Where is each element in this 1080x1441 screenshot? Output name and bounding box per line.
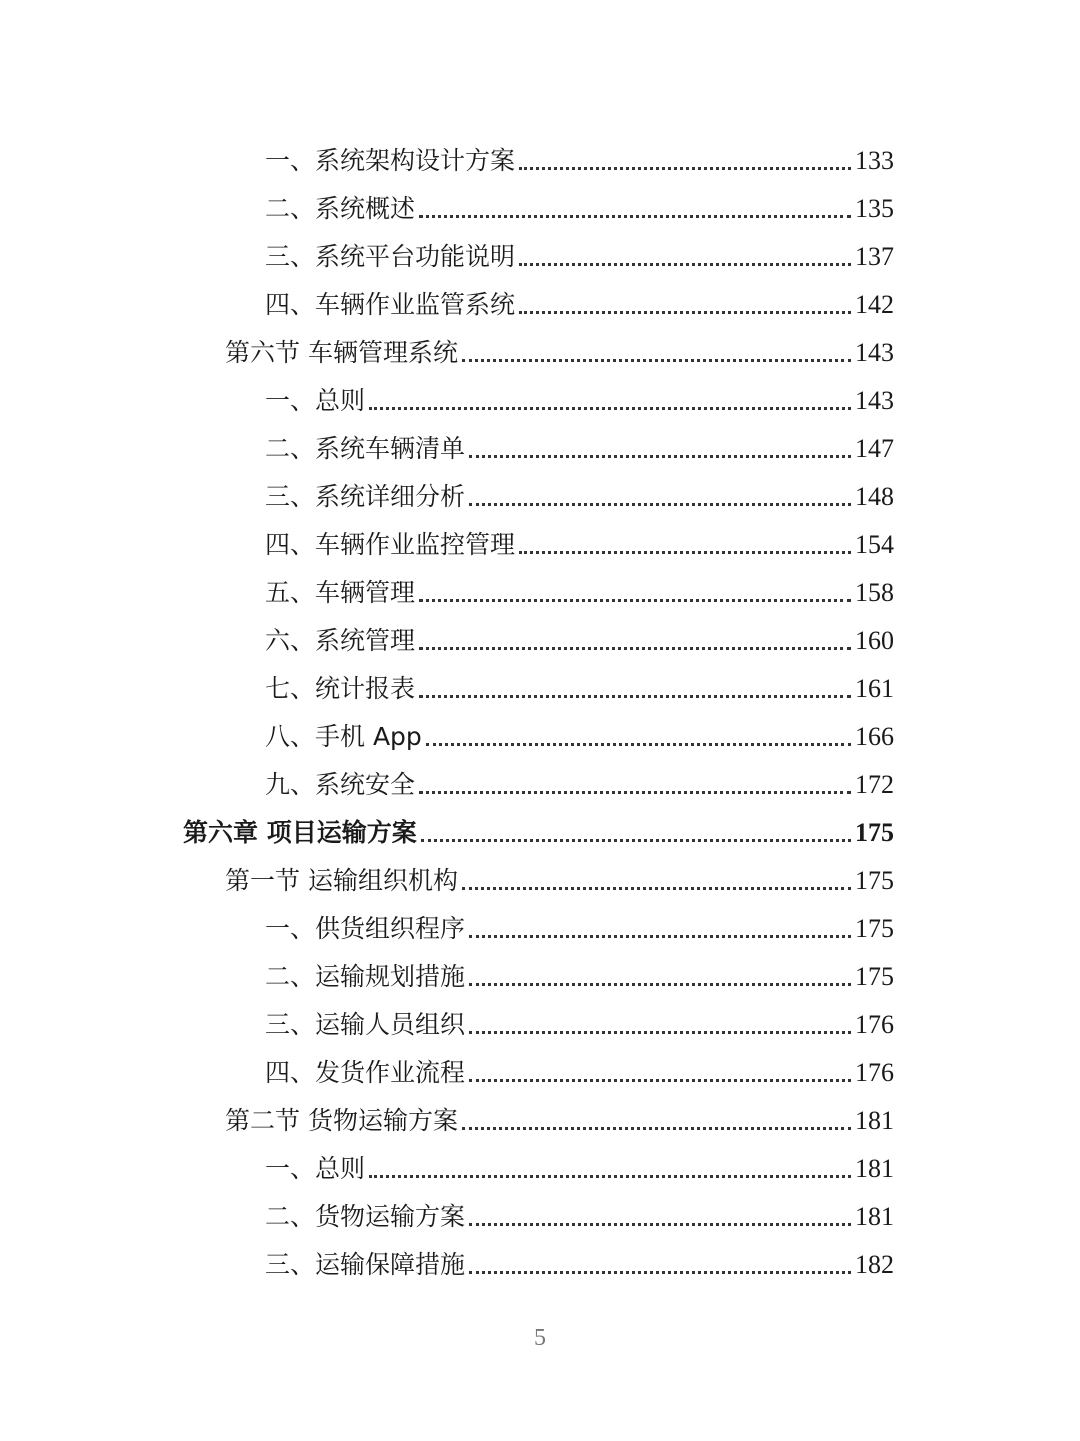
toc-entry-title: 二、货物运输方案 (265, 1202, 466, 1231)
toc-entry-title: 八、手机 App (265, 722, 422, 751)
toc-entry-title: 九、系统安全 (265, 770, 416, 799)
toc-entry-title: 三、运输人员组织 (265, 1010, 466, 1039)
toc-entry-title: 三、运输保障措施 (265, 1250, 466, 1279)
toc-entry-title: 七、统计报表 (265, 674, 416, 703)
toc-entry (265, 224, 894, 272)
toc-entry-page: 142 (855, 290, 894, 319)
dot-leader (469, 1030, 851, 1034)
toc-entry-page: 175 (855, 914, 894, 943)
toc-entry (265, 896, 894, 944)
toc-chapter-entry (183, 800, 894, 848)
toc-entry-title: 一、总则 (265, 386, 366, 415)
dot-leader (469, 1222, 851, 1226)
dot-leader (469, 982, 851, 986)
toc-entry-title: 四、车辆作业监管系统 (265, 290, 516, 319)
dot-leader (462, 1126, 851, 1130)
toc-entry-title: 二、系统车辆清单 (265, 434, 466, 463)
toc-section-entry (225, 1088, 894, 1136)
dot-leader (419, 790, 851, 794)
toc-entry-page: 181 (855, 1106, 894, 1135)
toc-entry (265, 176, 894, 224)
toc-entry-title: 第二节 货物运输方案 (225, 1106, 458, 1135)
toc-section-entry (225, 320, 894, 368)
dot-leader (369, 1174, 851, 1178)
dot-leader (419, 694, 851, 698)
dot-leader (421, 838, 851, 842)
dot-leader (469, 1270, 851, 1274)
toc-entry-title: 六、系统管理 (265, 626, 416, 655)
toc-entry-page: 175 (855, 866, 894, 895)
dot-leader (469, 1078, 851, 1082)
toc-entry (265, 368, 894, 416)
toc-entry (265, 464, 894, 512)
toc-entry-page: 166 (855, 722, 894, 751)
toc-entry-title: 第六节 车辆管理系统 (225, 338, 458, 367)
dot-leader (419, 214, 851, 218)
page-number: 5 (534, 1325, 546, 1351)
toc-entry (265, 944, 894, 992)
toc-entry-page: 176 (855, 1058, 894, 1087)
toc-entry (265, 560, 894, 608)
toc-entry (265, 1136, 894, 1184)
toc-entry-title: 五、车辆管理 (265, 578, 416, 607)
toc-entry (265, 128, 894, 176)
toc-entry-title: 一、总则 (265, 1154, 366, 1183)
toc-entry-page: 175 (855, 962, 894, 991)
dot-leader (519, 166, 851, 170)
toc-entry-title: 三、系统平台功能说明 (265, 242, 516, 271)
toc-entry (265, 992, 894, 1040)
toc-entry-title: 一、供货组织程序 (265, 914, 466, 943)
toc-entry (265, 704, 894, 752)
dot-leader (369, 406, 851, 410)
toc-entry (265, 1040, 894, 1088)
dot-leader (519, 262, 851, 266)
dot-leader (419, 646, 851, 650)
dot-leader (419, 598, 851, 602)
dot-leader (462, 886, 851, 890)
toc-entry (265, 272, 894, 320)
toc-entry-page: 160 (855, 626, 894, 655)
dot-leader (469, 934, 851, 938)
toc-entry (265, 416, 894, 464)
toc-entry-page: 158 (855, 578, 894, 607)
toc-section-entry (225, 848, 894, 896)
toc-entry-page: 161 (855, 674, 894, 703)
toc-entry-title: 二、运输规划措施 (265, 962, 466, 991)
toc-entry-title: 三、系统详细分析 (265, 482, 466, 511)
toc-entry-title: 一、系统架构设计方案 (265, 146, 516, 175)
toc-entry-page: 182 (855, 1250, 894, 1279)
dot-leader (469, 502, 851, 506)
dot-leader (519, 550, 851, 554)
toc-entry-page: 154 (855, 530, 894, 559)
toc-entry-page: 143 (855, 386, 894, 415)
toc-entry-title: 二、系统概述 (265, 194, 416, 223)
toc-entry-page: 143 (855, 338, 894, 367)
toc-entry-title: 四、车辆作业监控管理 (265, 530, 516, 559)
toc-entry (265, 1184, 894, 1232)
toc-entry-page: 181 (855, 1154, 894, 1183)
dot-leader (469, 454, 851, 458)
toc-entry-page: 148 (855, 482, 894, 511)
toc-entry-title: 第六章 项目运输方案 (183, 818, 417, 847)
toc-entry-page: 135 (855, 194, 894, 223)
toc-entry (265, 752, 894, 800)
toc-entry-page: 175 (855, 818, 894, 847)
toc-entry-page: 172 (855, 770, 894, 799)
toc-entry-title: 四、发货作业流程 (265, 1058, 466, 1087)
dot-leader (426, 742, 851, 746)
toc-entry (265, 656, 894, 704)
dot-leader (519, 310, 851, 314)
toc-entry-page: 176 (855, 1010, 894, 1039)
toc-entry (265, 1232, 894, 1280)
toc-entry-page: 137 (855, 242, 894, 271)
dot-leader (462, 358, 851, 362)
toc-entry-page: 181 (855, 1202, 894, 1231)
toc-entry (265, 608, 894, 656)
toc-entry-page: 147 (855, 434, 894, 463)
toc-entry (265, 512, 894, 560)
toc-entry-title: 第一节 运输组织机构 (225, 866, 458, 895)
toc-entry-page: 133 (855, 146, 894, 175)
